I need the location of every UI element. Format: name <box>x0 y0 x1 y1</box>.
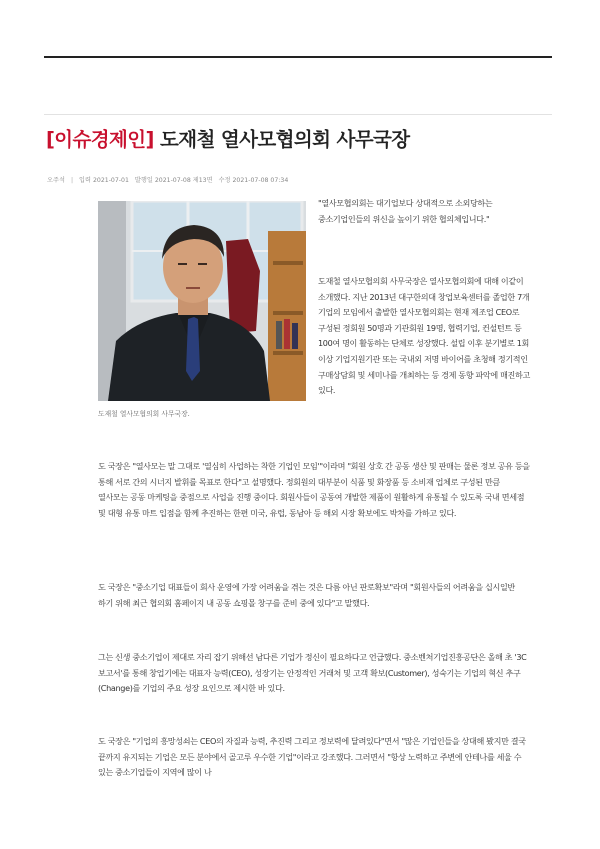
article-paragraph: 도 국장은 "기업의 흥망성쇠는 CEO의 자질과 능력, 추진력 그리고 정보력에 달려있다"면서 "많은 기업인들을 상대해 봤지만 결국 끝까지 유지되는 기업은 모든 분야에서 골고루 우수한 기업"이라고 강조했다. 그러면서 "항상 노력하고 주변에 안테나를 세울 수 있는 중소기업들이 지역에 많이 나 <box>98 736 526 778</box>
header-rule <box>44 56 552 58</box>
input-date: 입력 2021-07-01 <box>79 177 129 184</box>
title-divider <box>44 114 552 115</box>
publish-date: 발행일 2021-07-08 제13면 <box>134 177 213 184</box>
article-paragraph: 도 국장은 "열사모는 말 그대로 '열심히 사업하는 착한 기업인 모임'"이라며 "회원 상호 간 공동 생산 및 판매는 물론 정보 공유 등을 통해 서로 간의 시너지 발휘를 목표로 한다"고 설명했다. 정회원의 대부분이 식품 및 화장품 등 소비재 업체로 구성된 만큼 열사모는 공동 마케팅을 중점으로 사업을 진행 중이다. 회원사들이 공동여 개발한 제품이 원활하게 유통될 수 있도록 국내 면세점 및 대형 유통 마트 입점을 함께 추진하는 한편 미국, 유럽, 동남아 등 해외 시장 확보에도 박차를 가하고 있다. <box>98 461 530 518</box>
modified-date: 수정 2021-07-08 07:34 <box>218 177 289 184</box>
portrait-illustration <box>98 201 306 401</box>
article-photo <box>98 201 306 401</box>
article-meta <box>47 175 294 184</box>
author-name: 오주석 <box>47 177 65 184</box>
article-paragraph: 도재철 열사모협의회 사무국장은 열사모협의회에 대해 이같이 소개했다. 지난 2013년 대구한의대 창업보육센터를 졸업한 7개 기업의 모임에서 출발한 열사모협의회는 현재 제조업 CEO로 구성된 정회원 50명과 기관회원 19명, 협력기업, 컨설턴트 등 100여 명이 활동하는 단체로 성장했다. 설립 이후 분기별로 1회 이상 기업지원기관 또는 국내외 저명 바이어를 초청해 정기적인 구매상담회 및 세미나를 개최하는 등 경제 동향 파악에 매진하고 있다. <box>318 276 530 396</box>
title-text: 도재철 열사모협의회 사무국장 <box>153 128 410 151</box>
photo-caption: 도재철 열사모협의회 사무국장. <box>98 410 190 418</box>
article-paragraph: 그는 신생 중소기업이 제대로 자리 잡기 위해선 남다른 기업가 정신이 필요하다고 언급했다. 중소벤처기업진흥공단은 올해 초 '3C 보고서'를 통해 창업기에는 대표자 능력(CEO), 성장기는 안정적인 거래처 및 고객 확보(Customer), 성숙기는 기업의 혁신 추구(Change)를 기업의 주요 성장 요인으로 제시한 바 있다. <box>98 652 527 694</box>
article-paragraph: 도 국장은 "중소기업 대표들이 회사 운영에 가장 어려움을 겪는 것은 다름 아닌 판로확보"라며 "회원사들의 어려움을 십시일반 하기 위해 최근 협의회 홈페이지 내 공동 쇼핑몰 창구를 준비 중에 있다"고 말했다. <box>98 582 515 608</box>
article-paragraph: "열사모협의회는 대기업보다 상대적으로 소외당하는 중소기업인들의 위신을 높이기 위한 협의체입니다." <box>318 198 493 224</box>
meta-separator: | <box>70 177 74 184</box>
title-category: [이슈경제인] <box>46 128 154 151</box>
article-title <box>46 124 409 152</box>
